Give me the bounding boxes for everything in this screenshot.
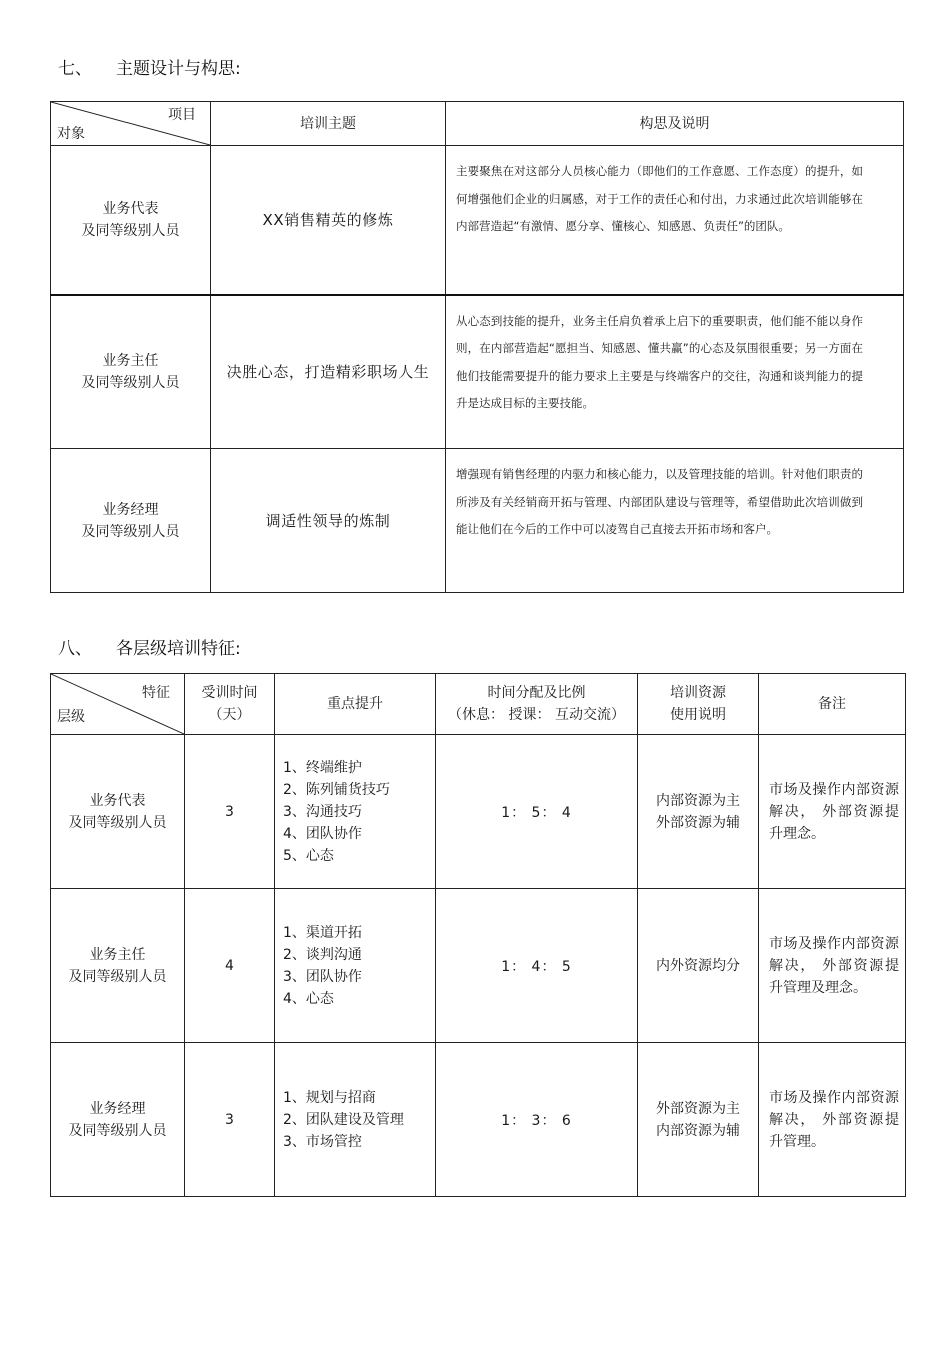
table-row	[51, 735, 906, 889]
row-theme: 决胜心态，打造精彩职场人生	[211, 295, 446, 449]
focus-list	[275, 1087, 435, 1153]
row-resources-line2: 外部资源为辅	[656, 814, 740, 831]
section8-number: 八、	[58, 639, 92, 659]
list-item: 4、团队协作	[283, 825, 362, 842]
list-item: 3、市场管控	[283, 1133, 362, 1150]
row-level	[51, 1043, 185, 1197]
row-focus	[275, 1043, 436, 1197]
row-note: 市场及操作内部资源解决， 外部资源提升管理及理念。	[759, 889, 906, 1043]
row-object	[51, 295, 211, 449]
corner-bottom-label: 对象	[57, 126, 85, 142]
col-header-ratio	[436, 674, 638, 735]
row-theme: XX销售精英的修炼	[211, 146, 446, 295]
col-header-note: 备注	[759, 674, 906, 735]
row-days: 3	[185, 735, 275, 889]
row-desc-text: 增强现有销售经理的内驱力和核心能力，以及管理技能的培训。针对他们职责的所涉及有关经销商开拓与管理、内部团队建设与管理等，希望借助此次培训做到能让他们在今后的工作中可以凌驾自己直接去开拓市场和客户。	[456, 467, 863, 536]
col-header-days-line1: 受训时间	[201, 685, 258, 701]
row-resources	[638, 1043, 759, 1197]
corner-bottom-label: 层级	[57, 709, 85, 725]
row-resources-line1: 内外资源均分	[656, 957, 740, 974]
row-object-line2: 及同等级别人员	[81, 222, 180, 239]
row-level-line1: 业务经理	[89, 1100, 146, 1117]
row-desc-text: 从心态到技能的提升，业务主任肩负着承上启下的重要职责，他们能不能以身作则，在内部营造起“愿担当、知感恩、懂共赢”的心态及氛围很重要；另一方面在他们技能需要提升的能力要求上主要是与终端客户的交往，沟通和谈判能力的提升是达成目标的主要技能。	[456, 313, 863, 410]
row-resources-line2: 内部资源为辅	[656, 1122, 740, 1139]
row-level-line2: 及同等级别人员	[68, 968, 167, 985]
row-note: 市场及操作内部资源解决， 外部资源提升理念。	[759, 735, 906, 889]
list-item: 3、团队协作	[283, 968, 362, 985]
row-desc-text: 主要聚焦在对这部分人员核心能力（即他们的工作意愿、工作态度）的提升，如何增强他们企业的归属感，对于工作的责任心和付出，力求通过此次培训能够在内部营造起“有激情、愿分享、懂核心、知感恩、负责任”的团队。	[456, 164, 863, 233]
row-days: 4	[185, 889, 275, 1043]
theme-design-table	[50, 101, 904, 593]
row-note: 市场及操作内部资源解决， 外部资源提升管理。	[759, 1043, 906, 1197]
col-header-days	[185, 674, 275, 735]
focus-list	[275, 922, 435, 1010]
table-header-row	[51, 102, 904, 146]
section7-title: 主题设计与构思:	[116, 59, 241, 79]
row-object-line2: 及同等级别人员	[81, 374, 180, 391]
list-item: 1、渠道开拓	[283, 924, 362, 941]
row-object-line1: 业务经理	[102, 501, 159, 518]
list-item: 4、心态	[283, 990, 334, 1007]
table-header-row	[51, 674, 906, 735]
row-resources	[638, 889, 759, 1043]
row-days: 3	[185, 1043, 275, 1197]
col-header-focus: 重点提升	[275, 674, 436, 735]
col-header-desc: 构思及说明	[446, 102, 904, 146]
col-header-resources-line2: 使用说明	[670, 707, 726, 723]
section7-heading	[58, 54, 241, 79]
row-resources	[638, 735, 759, 889]
row-focus	[275, 735, 436, 889]
corner-cell	[51, 102, 211, 146]
row-level	[51, 735, 185, 889]
row-level-line2: 及同等级别人员	[68, 814, 167, 831]
row-desc	[446, 146, 904, 295]
corner-top-label: 特征	[142, 685, 170, 701]
list-item: 5、心态	[283, 847, 334, 864]
col-header-theme: 培训主题	[211, 102, 446, 146]
section7-number: 七、	[58, 59, 92, 79]
list-item: 1、终端维护	[283, 759, 362, 776]
list-item: 2、团队建设及管理	[283, 1111, 404, 1128]
list-item: 1、规划与招商	[283, 1089, 376, 1106]
col-header-ratio-line2: （休息： 授课： 互动交流）	[448, 707, 625, 723]
row-resources-line1: 内部资源为主	[656, 792, 740, 809]
list-item: 2、谈判沟通	[283, 946, 362, 963]
corner-top-label: 项目	[168, 107, 196, 123]
row-object-line1: 业务代表	[102, 200, 159, 217]
row-object	[51, 146, 211, 295]
list-item: 2、陈列铺货技巧	[283, 781, 390, 798]
col-header-resources-line1: 培训资源	[670, 685, 726, 701]
table-row	[51, 295, 904, 449]
row-theme: 调适性领导的炼制	[211, 449, 446, 593]
table-row	[51, 889, 906, 1043]
row-desc	[446, 449, 904, 593]
level-features-table	[50, 673, 906, 1197]
table-row	[51, 449, 904, 593]
row-focus	[275, 889, 436, 1043]
col-header-days-line2: （天）	[208, 707, 251, 723]
row-ratio: 1： 3： 6	[436, 1043, 638, 1197]
table-row	[51, 1043, 906, 1197]
row-level-line1: 业务代表	[89, 792, 146, 809]
section8-heading	[58, 634, 241, 659]
list-item: 3、沟通技巧	[283, 803, 362, 820]
focus-list	[275, 757, 435, 867]
section8-title: 各层级培训特征:	[116, 639, 241, 659]
row-object	[51, 449, 211, 593]
col-header-ratio-line1: 时间分配及比例	[487, 685, 586, 701]
row-desc	[446, 295, 904, 449]
row-level	[51, 889, 185, 1043]
row-object-line2: 及同等级别人员	[81, 523, 180, 540]
col-header-resources	[638, 674, 759, 735]
table-row	[51, 146, 904, 295]
row-level-line2: 及同等级别人员	[68, 1122, 167, 1139]
row-level-line1: 业务主任	[89, 946, 146, 963]
corner-cell	[51, 674, 185, 735]
row-ratio: 1： 4： 5	[436, 889, 638, 1043]
row-object-line1: 业务主任	[102, 352, 159, 369]
row-ratio: 1： 5： 4	[436, 735, 638, 889]
row-resources-line1: 外部资源为主	[656, 1100, 740, 1117]
